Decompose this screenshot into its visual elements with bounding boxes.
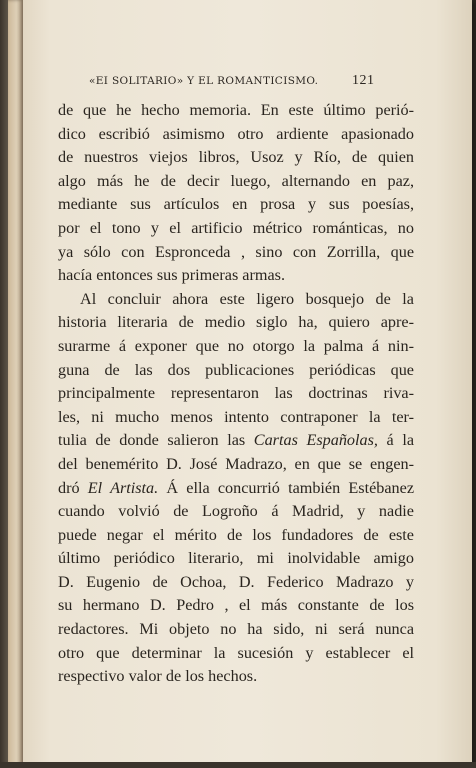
italic-title: El Artista. xyxy=(87,478,159,497)
text-line: algo más he de decir luego, alternando en paz, xyxy=(58,171,414,190)
text-line-mixed xyxy=(58,477,414,501)
text-line: puede negar el mérito de los fundadores de este xyxy=(58,525,414,544)
text-line: del benemérito D. José Madrazo, en que se engen- xyxy=(58,454,414,473)
text-line: surarme á exponer que no otorgo la palma á nin- xyxy=(58,336,414,355)
text-line: ya sólo con Espronceda , sino con Zorrilla, que xyxy=(58,242,414,261)
text-line: por el tono y el artificio métrico románticas, no xyxy=(58,218,414,237)
text-line-mixed xyxy=(58,429,414,453)
text-line: dico escribió asimismo otro ardiente apasionado xyxy=(58,124,414,143)
text-line: de que he hecho memoria. En este último perió- xyxy=(58,101,414,119)
text-line: redactores. Mi objeto no ha sido, ni será nunca xyxy=(58,620,414,639)
text-line: Al concluir ahora este ligero bosquejo de la xyxy=(80,289,414,308)
page-number: 121 xyxy=(352,73,375,88)
text-line: cuando volvió de Logroño á Madrid, y nadie xyxy=(58,502,414,521)
text-line: les, ni mucho menos intento contraponer la ter- xyxy=(58,407,414,426)
text-run: á la xyxy=(386,431,414,450)
text-line: hacía entonces sus primeras armas. xyxy=(58,266,285,285)
book-spine xyxy=(0,0,8,768)
text-line: último periódico literario, mi inolvidable amigo xyxy=(58,549,414,568)
text-line: D. Eugenio de Ochoa, D. Federico Madrazo y xyxy=(58,572,414,591)
scan-bottom-edge xyxy=(0,762,476,768)
text-line: historia literaria de medio siglo ha, quiero apre- xyxy=(58,313,414,332)
page-header xyxy=(23,72,472,94)
previous-leaf-edge xyxy=(8,0,23,768)
text-line: su hermano D. Pedro , el más constante de los xyxy=(58,596,414,615)
text-line: de nuestros viejos libros, Usoz y Río, de quien xyxy=(58,148,414,167)
text-line: respectivo valor de los hechos. xyxy=(58,667,258,686)
body-text xyxy=(58,99,414,689)
italic-title: Cartas Españolas, xyxy=(253,431,378,450)
book-page xyxy=(23,0,472,762)
running-title: «EI SOLITARIO» Y EL ROMANTICISMO. xyxy=(89,75,319,87)
text-line: mediante sus artículos en prosa y sus poesías, xyxy=(58,195,414,214)
text-run: Á ella concurrió también Estébanez xyxy=(166,478,415,497)
text-line: principalmente representaron las doctrinas riva- xyxy=(58,384,414,403)
text-line: otro que determinar la sucesión y establecer el xyxy=(58,643,414,662)
text-run: dró xyxy=(58,478,80,497)
text-line: guna de las dos publicaciones periódicas que xyxy=(58,360,414,379)
text-run: tulia de donde salieron las xyxy=(58,431,246,450)
